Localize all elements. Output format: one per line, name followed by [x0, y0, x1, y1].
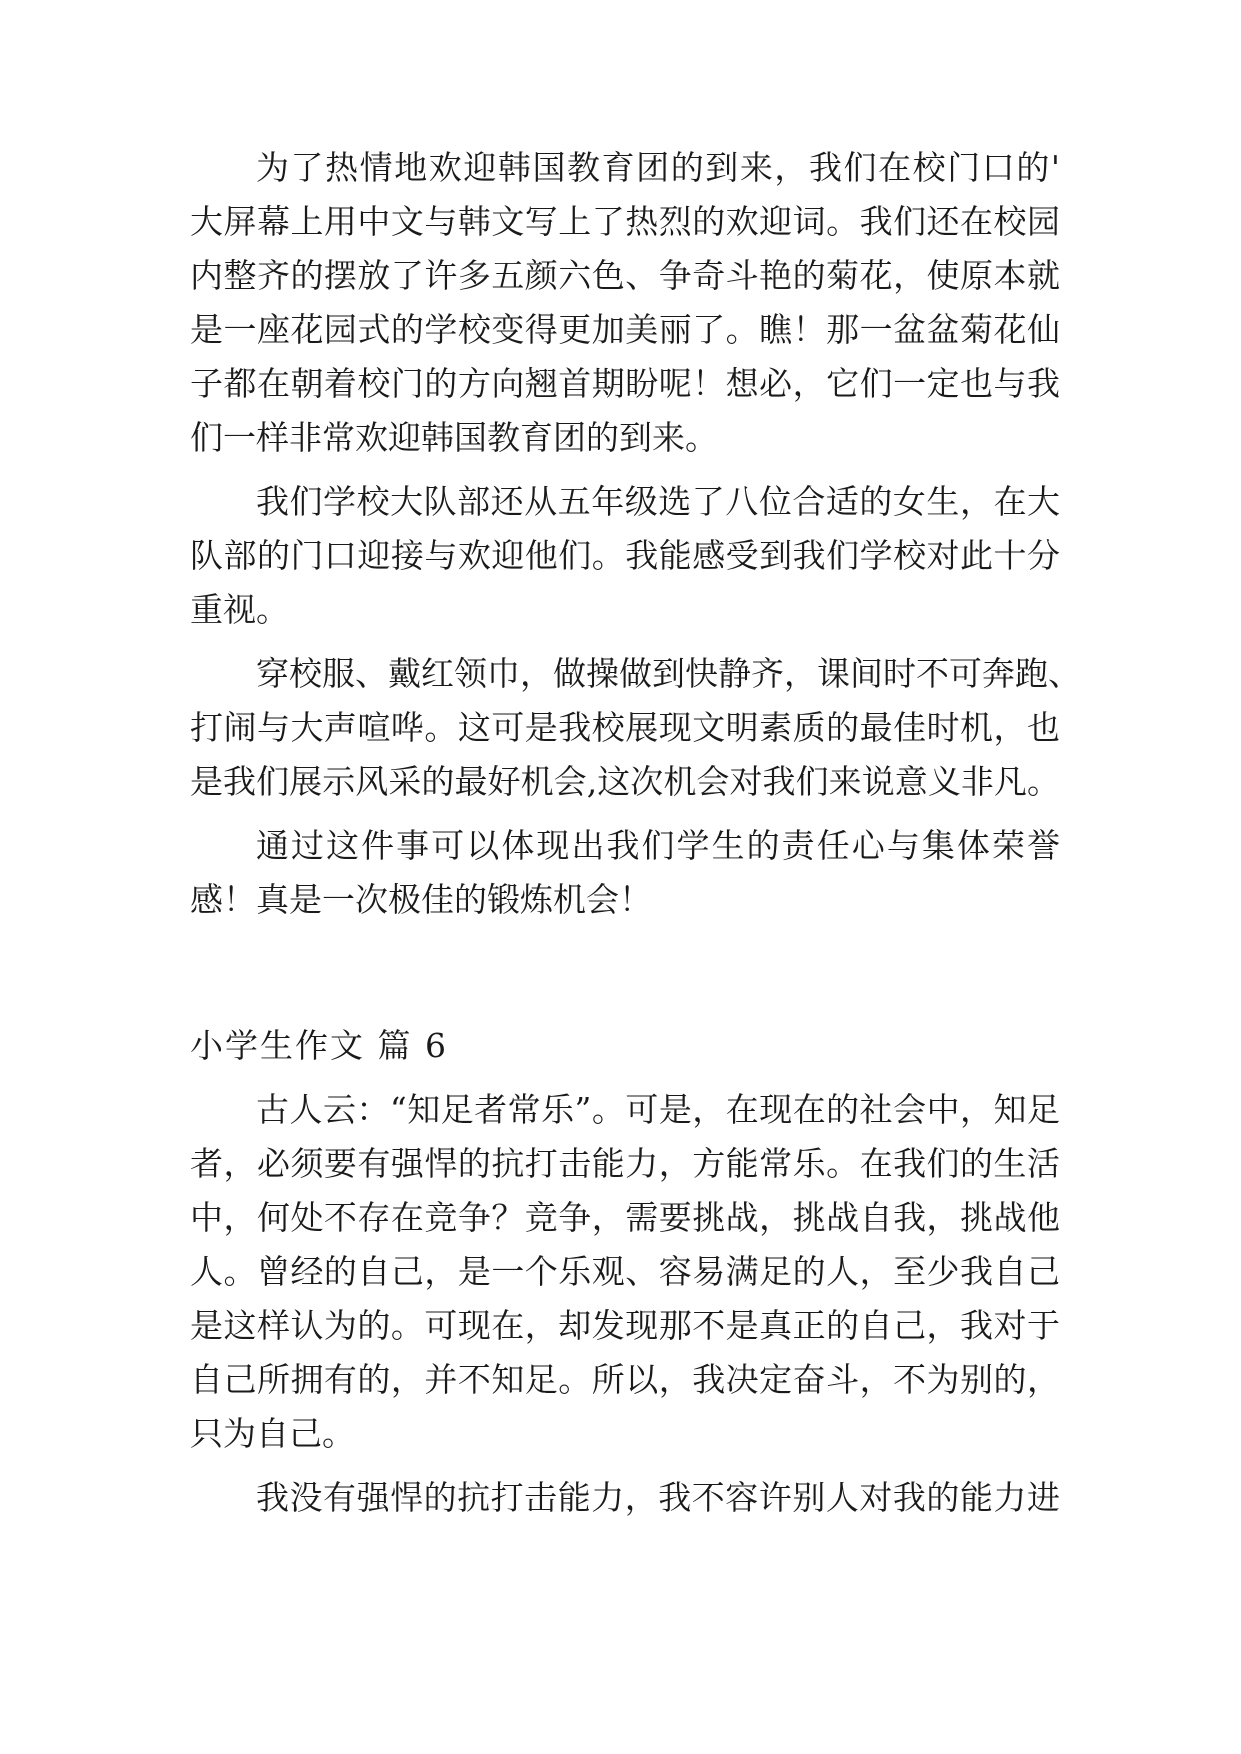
paragraph-line: 自己所拥有的，并不知足。所以，我决定奋斗，不为别的， [190, 1360, 1060, 1399]
section-heading: 小学生作文 篇 6 [190, 1026, 448, 1065]
paragraph-line: 是这样认为的。可现在，却发现那不是真正的自己，我对于 [190, 1306, 1060, 1345]
paragraph-line: 我们学校大队部还从五年级选了八位合适的女生，在大 [256, 482, 1060, 521]
paragraph-line: 是一座花园式的学校变得更加美丽了。瞧！那一盆盆菊花仙 [190, 310, 1060, 349]
paragraph-line: 古人云：“知足者常乐”。可是，在现在的社会中，知足 [256, 1090, 1060, 1129]
paragraph-line: 重视。 [190, 590, 289, 629]
paragraph-line: 只为自己。 [190, 1414, 355, 1453]
paragraph-line: 通过这件事可以体现出我们学生的责任心与集体荣誉 [256, 826, 1060, 865]
paragraph-line: 子都在朝着校门的方向翘首期盼呢！想必，它们一定也与我 [190, 364, 1060, 403]
paragraph-line: 者，必须要有强悍的抗打击能力，方能常乐。在我们的生活 [190, 1144, 1060, 1183]
paragraph-line: 内整齐的摆放了许多五颜六色、争奇斗艳的菊花，使原本就 [190, 256, 1060, 295]
paragraph-line: 中，何处不存在竞争？竞争，需要挑战，挑战自我，挑战他 [190, 1198, 1060, 1237]
paragraph-line: 穿校服、戴红领巾，做操做到快静齐，课间时不可奔跑、 [256, 654, 1081, 693]
paragraph-line: 感！真是一次极佳的锻炼机会！ [190, 880, 652, 919]
paragraph-line: 是我们展示风采的最好机会,这次机会对我们来说意义非凡。 [190, 762, 1060, 801]
paragraph-line: 大屏幕上用中文与韩文写上了热烈的欢迎词。我们还在校园 [190, 202, 1060, 241]
paragraph-line: 打闹与大声喧哗。这可是我校展现文明素质的最佳时机，也 [190, 708, 1060, 747]
paragraph-line: 们一样非常欢迎韩国教育团的到来。 [190, 418, 718, 457]
paragraph-line: 为了热情地欢迎韩国教育团的到来，我们在校门口的' [256, 148, 1060, 187]
paragraph-line: 队部的门口迎接与欢迎他们。我能感受到我们学校对此十分 [190, 536, 1060, 575]
paragraph-line: 人。曾经的自己，是一个乐观、容易满足的人，至少我自己 [190, 1252, 1060, 1291]
paragraph-line: 我没有强悍的抗打击能力，我不容许别人对我的能力进 [256, 1478, 1060, 1517]
